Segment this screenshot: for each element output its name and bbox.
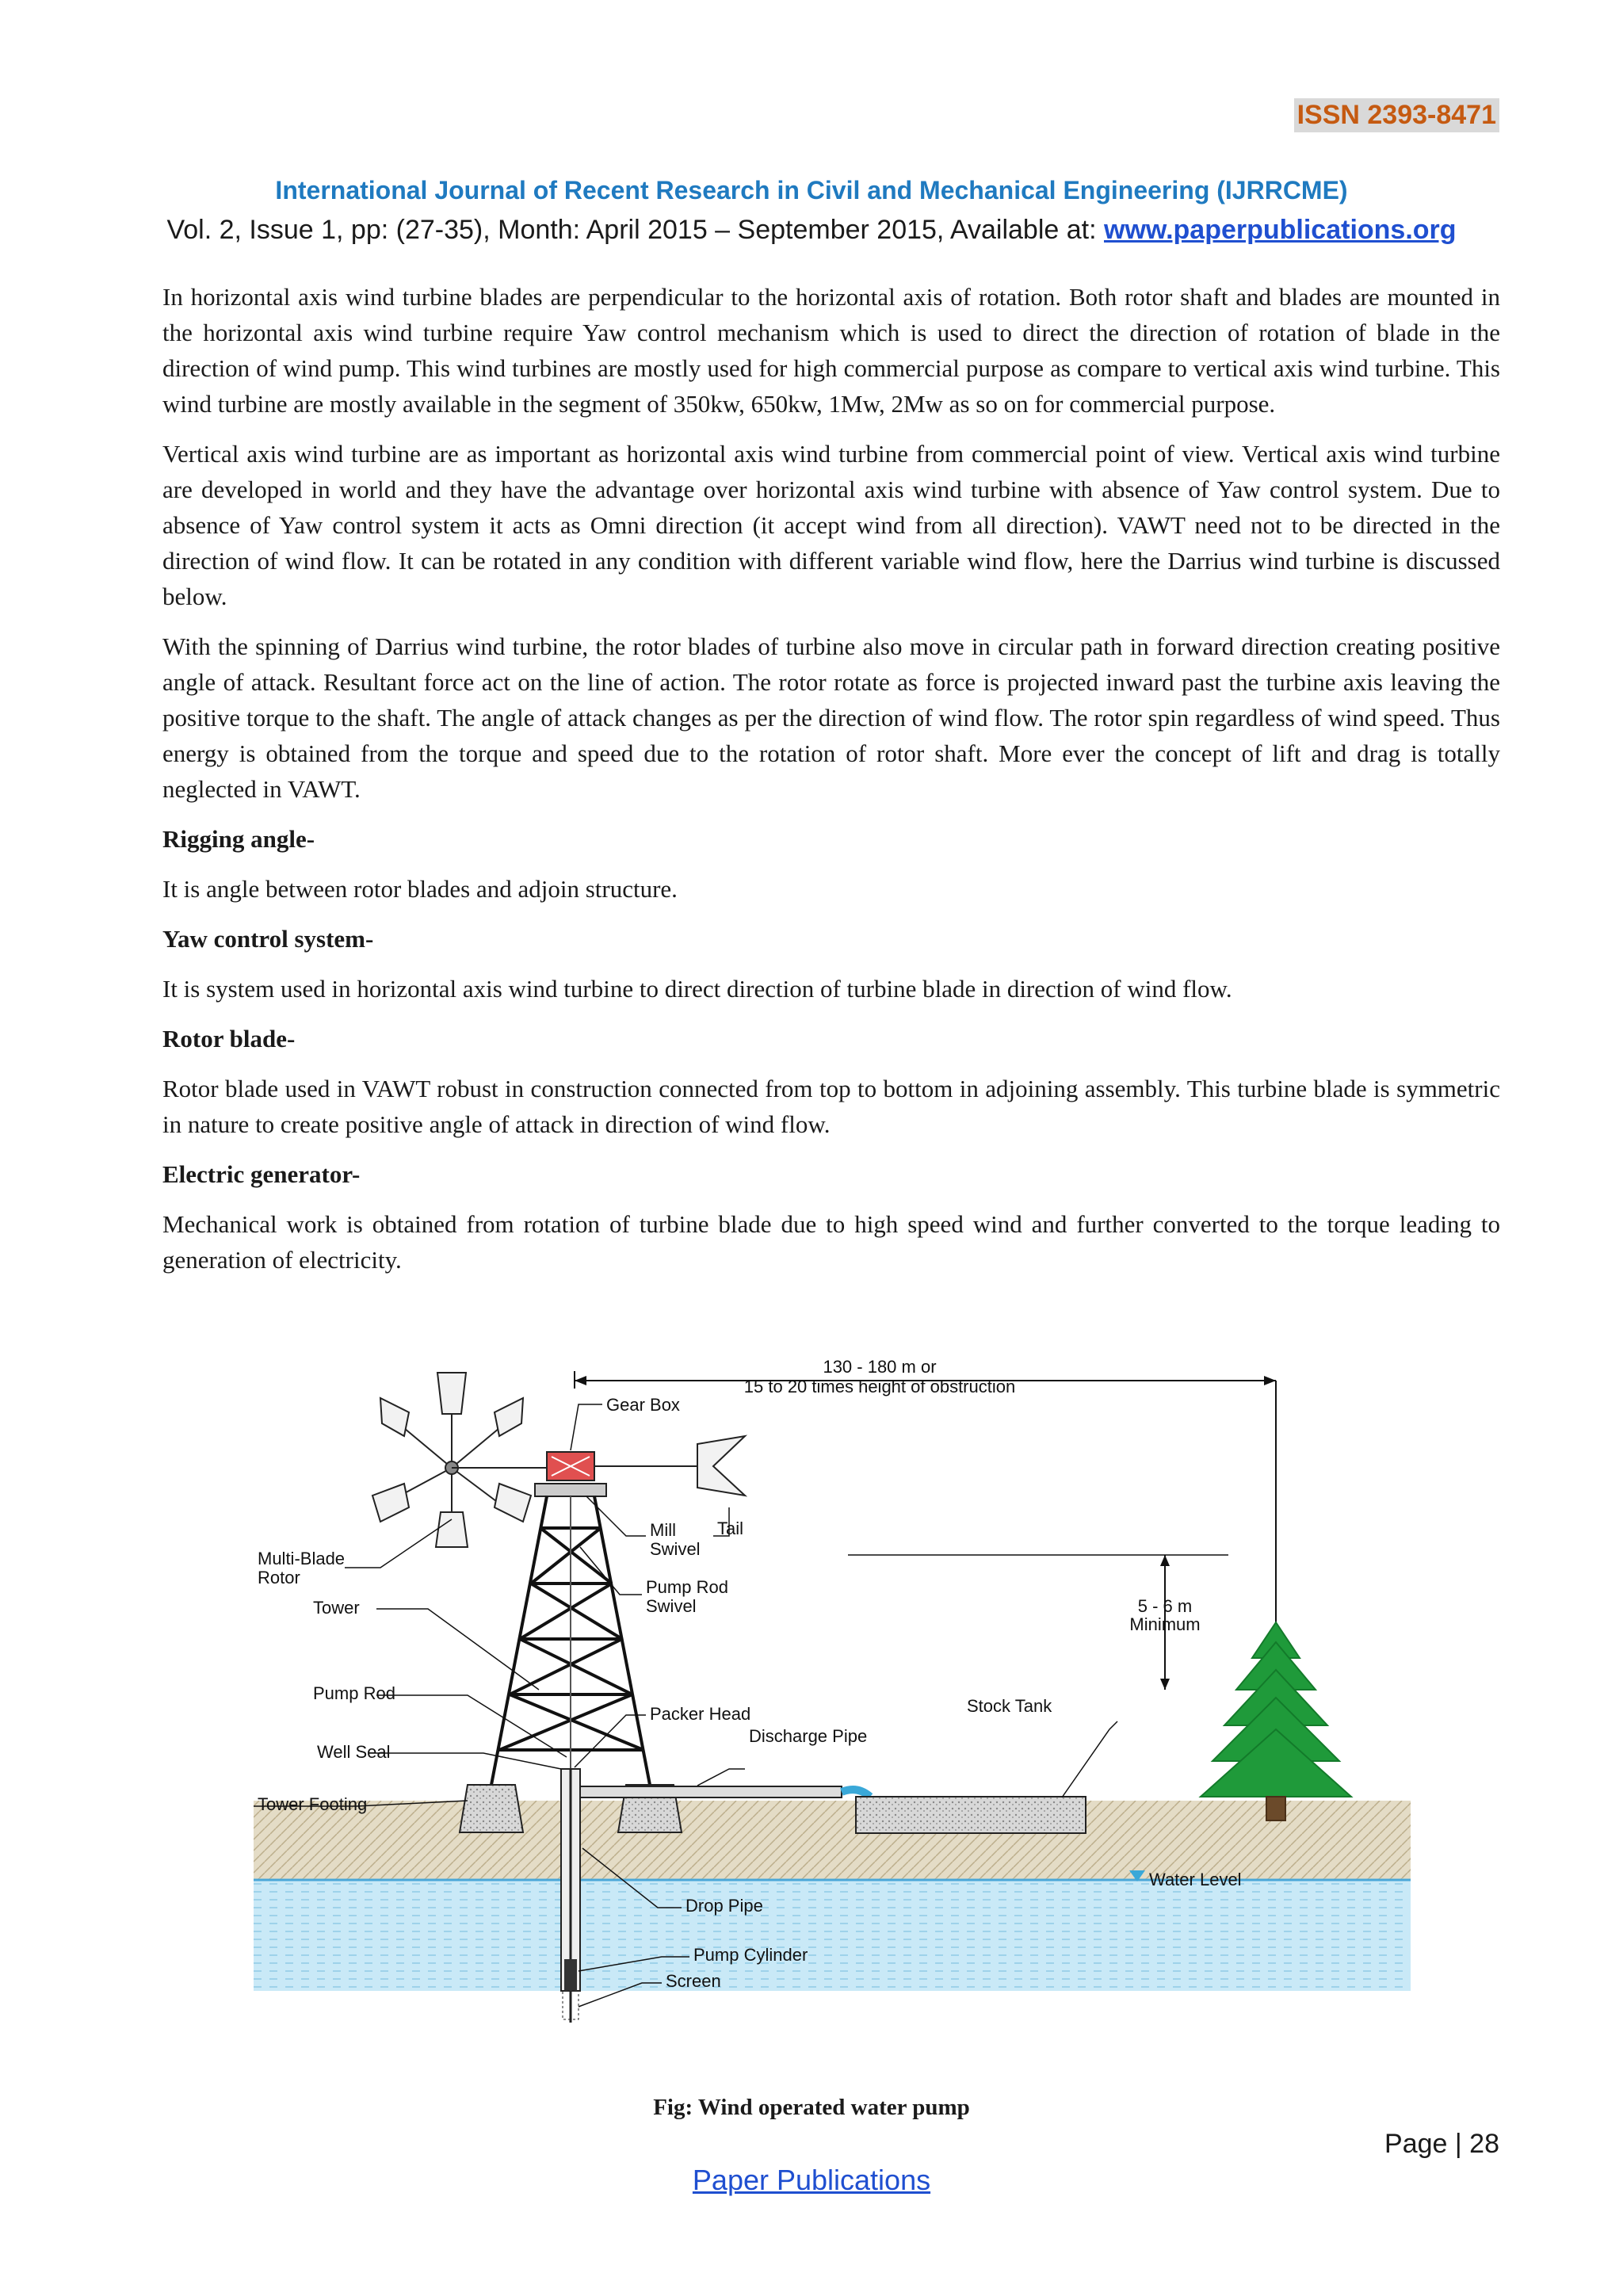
paragraph-rigging-angle: It is angle between rotor blades and adjoin structure. (162, 875, 678, 903)
volume-line (0, 211, 1623, 249)
label-packer-head: Packer Head (650, 1704, 751, 1724)
volume-info: Vol. 2, Issue 1, pp: (27-35), Month: April 2015 – September 2015, Available at: (166, 215, 1104, 245)
discharge-pipe (580, 1786, 842, 1797)
label-drop-pipe: Drop Pipe (685, 1896, 763, 1916)
label-water-level: Water Level (1149, 1870, 1242, 1889)
min-height-label-1: 5 - 6 m (1137, 1596, 1193, 1616)
tail-vane (594, 1436, 745, 1496)
article-body (162, 279, 1500, 1292)
paragraph-yaw-control: It is system used in horizontal axis wind turbine to direct direction of turbine blade in direction of wind flow. (162, 975, 1232, 1003)
label-discharge-pipe: Discharge Pipe (749, 1726, 868, 1746)
label-mill: Mill (650, 1520, 676, 1540)
wind-pump-figure (254, 1357, 1411, 2070)
label-well-seal: Well Seal (317, 1742, 391, 1762)
figure-caption: Fig: Wind operated water pump (653, 2095, 970, 2120)
label-stock-tank: Stock Tank (967, 1696, 1052, 1716)
label-multi-blade: Multi-Blade (258, 1549, 346, 1568)
water-table (254, 1880, 1411, 1991)
heading-yaw-control: Yaw control system- (162, 925, 374, 953)
multi-blade-rotor (372, 1373, 563, 1547)
heading-rotor-blade: Rotor blade- (162, 1025, 296, 1052)
label-pump-rod: Pump Rod (313, 1683, 395, 1703)
label-rotor: Rotor (258, 1568, 300, 1587)
label-swivel: Swivel (650, 1539, 701, 1559)
heading-rigging-angle: Rigging angle- (162, 825, 315, 853)
label-tail: Tail (717, 1519, 744, 1538)
label-tower-footing: Tower Footing (258, 1794, 368, 1814)
paragraph-hawt: In horizontal axis wind turbine blades are perpendicular to the horizontal axis of rotation. Both rotor shaft and blades are mounted in the horizontal axis wind turbine require Yaw control mechanism which is used to direct the direction of rotation of blade in the direction of wind pump. This wind turbines are mostly used for high commercial purpose as compare to vertical axis wind turbine. This wind turbine are mostly available in the segment of 350kw, 650kw, 1Mw, 2Mw as so on for commercial purpose. (162, 283, 1500, 418)
distance-label-2: 15 to 20 times height of obstruction (743, 1377, 1016, 1396)
paragraph-rotor-blade: Rotor blade used in VAWT robust in construction connected from top to bottom in adjoining assembly. This turbine blade is symmetric in nature to create positive angle of attack in direction of wind flow. (162, 1075, 1500, 1138)
label-tower: Tower (313, 1598, 360, 1618)
label-screen: Screen (666, 1971, 721, 1991)
heading-electric-generator: Electric generator- (162, 1160, 361, 1188)
publisher-link[interactable]: Paper Publications (692, 2164, 931, 2196)
pine-tree (1201, 1622, 1351, 1820)
pump-cylinder (564, 1959, 577, 1991)
issn-label: ISSN 2393-8471 (1294, 98, 1499, 132)
tower-footing-left (460, 1785, 523, 1832)
footer (0, 2164, 1623, 2197)
distance-label-1: 130 - 180 m or (823, 1357, 937, 1377)
paragraph-electric-generator: Mechanical work is obtained from rotation of turbine blade due to high speed wind and further converted to the torque leading to generation of electricity. (162, 1210, 1500, 1274)
paragraph-darrius: With the spinning of Darrius wind turbine, the rotor blades of turbine also move in circular path in forward direction creating positive angle of attack. Resultant force act on the line of action. The rotor rotate as force is projected inward past the turbine axis leaving the positive torque to the shaft. The angle of attack changes as per the direction of wind flow. The rotor spin regardless of wind speed. Thus energy is obtained from the torque and speed due to the rotation of rotor shaft. More ever the concept of lift and drag is totally neglected in VAWT. (162, 632, 1500, 803)
min-height-label-2: Minimum (1129, 1614, 1201, 1634)
stock-tank (856, 1797, 1086, 1833)
ground-layer (254, 1801, 1411, 1880)
label-pump-cylinder: Pump Cylinder (693, 1945, 808, 1965)
journal-title: International Journal of Recent Research in Civil and Mechanical Engineering (IJRRCME) (275, 176, 1348, 204)
paragraph-vawt: Vertical axis wind turbine are as important as horizontal axis wind turbine from commercial point of view. Vertical axis wind turbine are developed in world and they have the advantage over horizontal axis wind turbine with absence of Yaw control system. Due to absence of Yaw control system it acts as Omni direction (it accept wind from all direction). VAWT need not to be directed in the direction of wind flow. It can be rotated in any condition with different variable wind flow, here the Darrius wind turbine is discussed below. (162, 440, 1500, 610)
journal-url-link[interactable]: www.paperpublications.org (1104, 215, 1457, 245)
label-pump-rod-swivel-1: Pump Rod (646, 1577, 728, 1597)
label-gear-box: Gear Box (606, 1395, 680, 1415)
page-number: Page | 28 (1384, 2129, 1499, 2159)
label-pump-rod-swivel-2: Swivel (646, 1596, 697, 1616)
journal-header (0, 173, 1623, 249)
